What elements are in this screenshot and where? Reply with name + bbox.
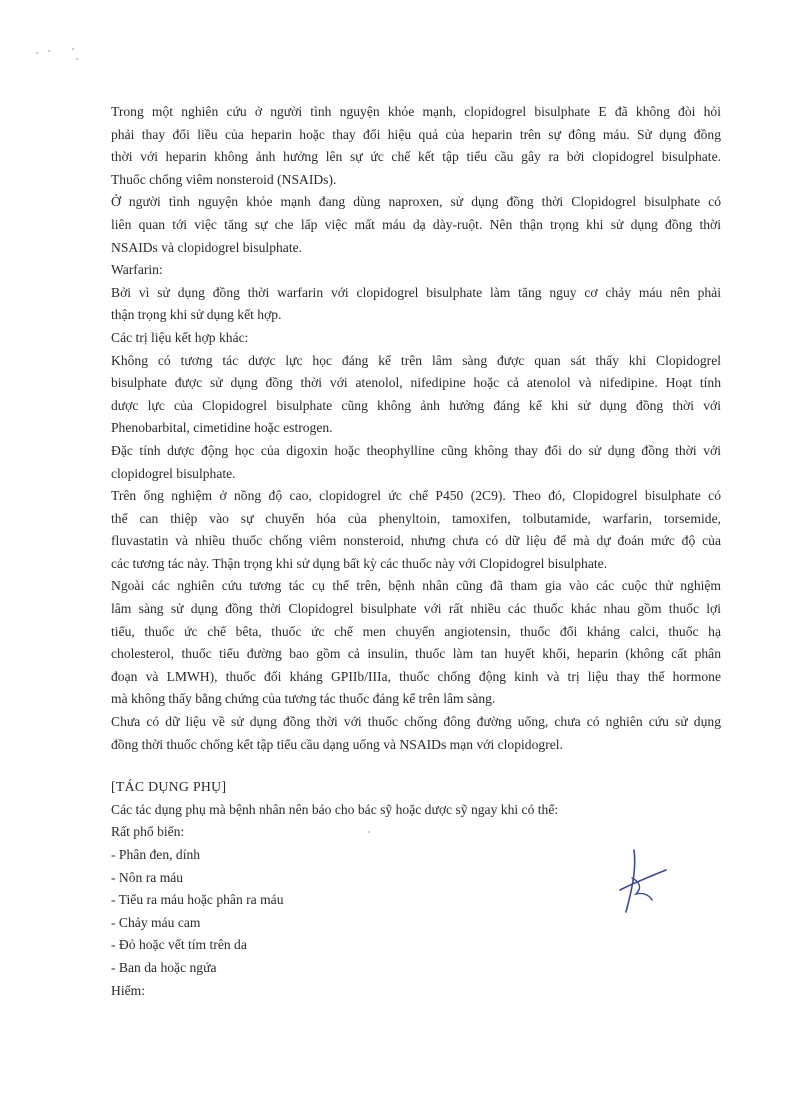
side-effect-item: - Ban da hoặc ngứa bbox=[111, 959, 217, 975]
text-line: thời với heparin không ảnh hưởng lên sự ức chế kết tập tiểu cầu gây ra bởi clopidogrel bisulphate. bbox=[111, 149, 721, 165]
text-line: Phenobarbital, cimetidine hoặc estrogen. bbox=[111, 420, 333, 436]
text-line: thận trọng khi sử dụng kết hợp. bbox=[111, 307, 282, 323]
text-line: lâm sàng sử dụng đồng thời Clopidogrel bisulphate với rất nhiều các thuốc khác nhau gồm thuốc lợi bbox=[111, 601, 721, 617]
frequency-label-rare: Hiếm: bbox=[111, 982, 145, 998]
scan-specks bbox=[36, 46, 96, 66]
text-line: mà không thấy bằng chứng của tương tác thuốc đáng kể trên lâm sàng. bbox=[111, 691, 496, 707]
side-effect-item: - Tiểu ra máu hoặc phân ra máu bbox=[111, 892, 284, 908]
text-line: phải thay đổi liều của heparin hoặc thay đổi hiệu quả của heparin trên sự đông máu. Sử dụng đồng bbox=[111, 126, 721, 142]
text-line: Các trị liệu kết hợp khác: bbox=[111, 329, 249, 345]
section-heading-side-effects: [TÁC DỤNG PHỤ] bbox=[111, 779, 227, 795]
text-line: Thuốc chống viêm nonsteroid (NSAIDs). bbox=[111, 171, 337, 187]
text-line: đoạn và LMWH), thuốc đối kháng GPIIb/IIIa, thuốc chống động kinh và trị liệu thay thế hormone bbox=[111, 668, 721, 684]
text-line: tiểu, thuốc ức chế bêta, thuốc ức chế men chuyển angiotensin, thuốc đối kháng calci, thuốc hạ bbox=[111, 623, 721, 639]
scan-speck bbox=[368, 831, 370, 833]
text-line: Trên ống nghiệm ở nồng độ cao, clopidogrel ức chế P450 (2C9). Theo đó, Clopidogrel bisulphate có bbox=[111, 488, 721, 504]
side-effect-item: - Đỏ hoặc vết tím trên da bbox=[111, 937, 247, 953]
text-line: Warfarin: bbox=[111, 262, 163, 278]
text-line: NSAIDs và clopidogrel bisulphate. bbox=[111, 239, 303, 255]
side-effect-item: - Chảy máu cam bbox=[111, 914, 201, 930]
side-effect-item: - Nôn ra máu bbox=[111, 869, 184, 885]
signature-mark bbox=[612, 848, 682, 918]
text-line: Bởi vì sử dụng đồng thời warfarin với clopidogrel bisulphate làm tăng nguy cơ chảy máu nên phải bbox=[111, 284, 721, 300]
text-line: fluvastatin và nhiều thuốc chống viêm nonsteroid, nhưng chưa có dữ liệu để mà dự đoán mức độ của bbox=[111, 533, 721, 549]
text-line: thể can thiệp vào sự chuyển hóa của phenyltoin, tamoxifen, tolbutamide, warfarin, torsemide, bbox=[111, 510, 721, 526]
text-line: cholesterol, thuốc tiểu đường bao gồm cả insulin, thuốc làm tan huyết khối, heparin (không cất phân bbox=[111, 646, 721, 662]
text-line: bisulphate được sử dụng đồng thời với atenolol, nifedipine hoặc cả atenolol và nifedipine. Hoạt tính bbox=[111, 375, 721, 391]
text-line: Đặc tính dược động học của digoxin hoặc theophylline cũng không thay đổi do sử dụng đồng thời với bbox=[111, 442, 721, 458]
text-line: Ngoài các nghiên cứu tương tác cụ thể trên, bệnh nhân cũng đã tham gia vào các cuộc thử nghiệm bbox=[111, 578, 721, 594]
text-line: clopidogrel bisulphate. bbox=[111, 465, 236, 481]
text-line: Chưa có dữ liệu về sử dụng đồng thời với thuốc chống đông đường uống, chưa có nghiên cứu sử dụng bbox=[111, 714, 721, 730]
side-effect-item: - Phân đen, dính bbox=[111, 847, 201, 862]
interaction-paragraphs bbox=[111, 101, 721, 756]
text-line: Không có tương tác dược lực học đáng kể trên lâm sàng được quan sát thấy khi Clopidogrel bbox=[111, 352, 721, 368]
frequency-label-very-common: Rất phổ biến: bbox=[111, 824, 185, 840]
text-line: dược lực của Clopidogrel bisulphate cũng không ảnh hưởng đáng kể khi sử dụng đồng thời với bbox=[111, 397, 721, 413]
section-gap bbox=[111, 756, 721, 776]
text-line: Trong một nghiên cứu ở người tình nguyện khỏe mạnh, clopidogrel bisulphate E đã không đòi hỏi bbox=[111, 104, 721, 119]
text-line: Ở người tình nguyện khỏe mạnh đang dùng naproxen, sử dụng đồng thời Clopidogrel bisulphate có bbox=[111, 194, 721, 210]
text-line: liên quan tới việc tăng sự che lấp việc mất máu dạ dày-ruột. Nên thận trọng khi sử dụng đồng thời bbox=[111, 216, 721, 232]
text-line: đồng thời thuốc chống kết tập tiểu cầu dạng uống và NSAIDs mạn với clopidogrel. bbox=[111, 736, 563, 752]
text-line: các tương tác này. Thận trọng khi sử dụng bất kỳ các thuốc này với Clopidogrel bisulphate. bbox=[111, 555, 608, 571]
side-effects-intro: Các tác dụng phụ mà bệnh nhân nên báo cho bác sỹ hoặc dược sỹ ngay khi có thể: bbox=[111, 801, 559, 817]
